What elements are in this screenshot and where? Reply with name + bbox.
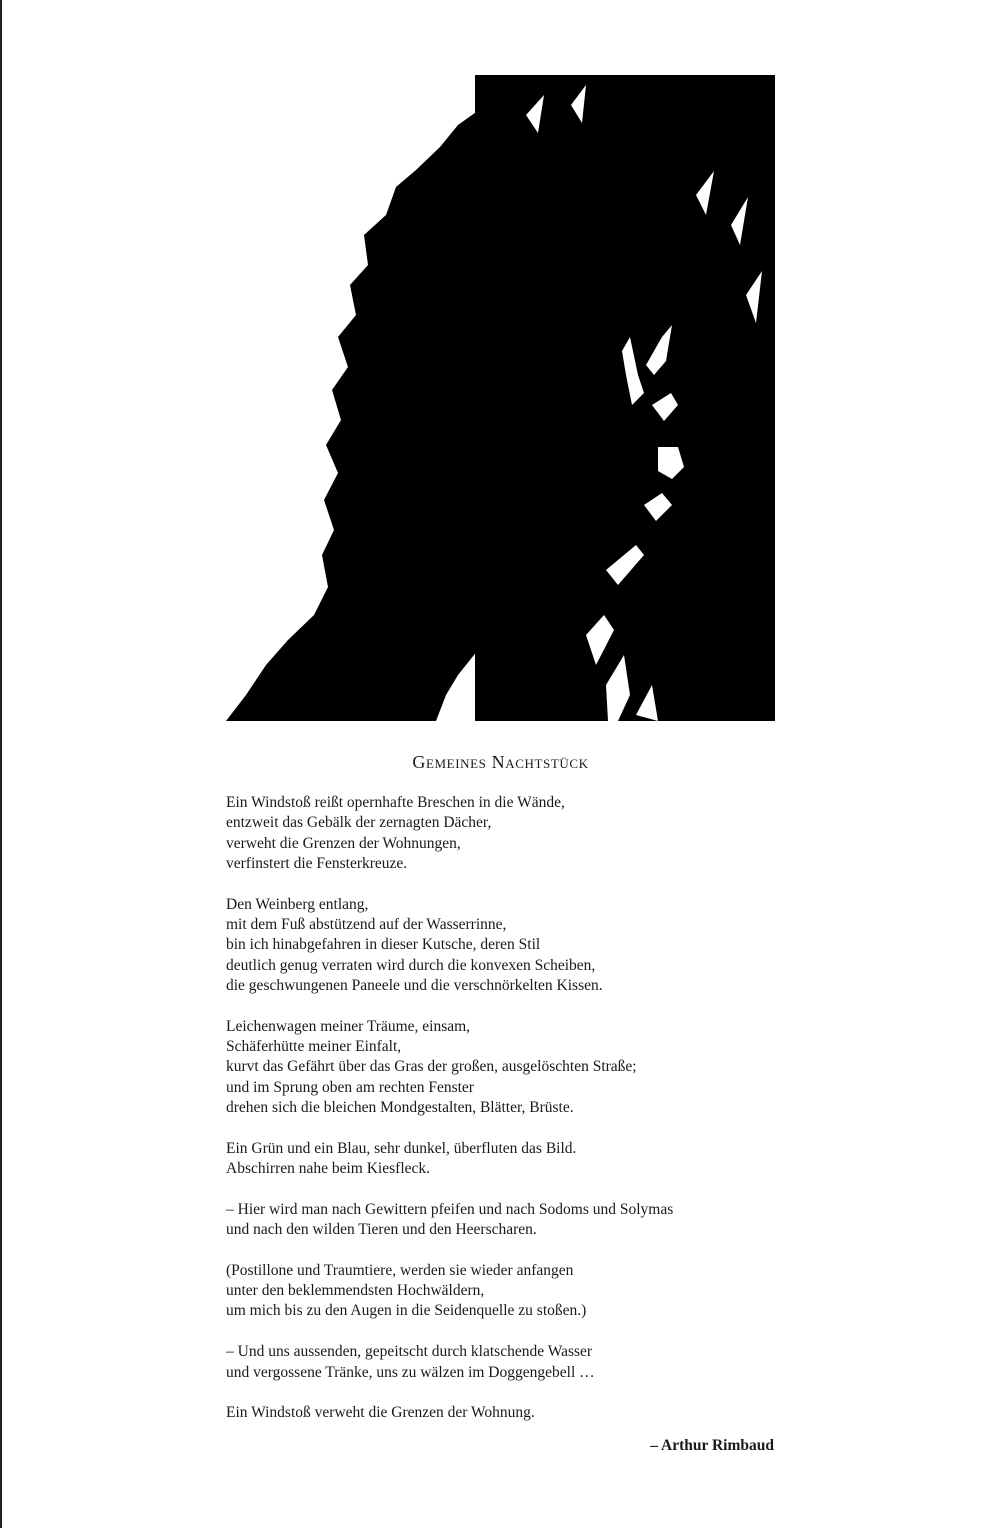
poem-line: Ein Windstoß reißt opernhafte Breschen in die Wände, — [226, 794, 565, 811]
portrait-silhouette — [226, 75, 775, 721]
poem-title: Gemeines Nachtstück — [412, 752, 589, 772]
poem-line: unter den beklemmendsten Hochwäldern, — [226, 1282, 485, 1300]
stanza — [226, 793, 786, 874]
poem-line: kurvt das Gefährt über das Gras der großen, ausgelöschten Straße; — [226, 1058, 637, 1076]
stanza — [226, 1017, 786, 1118]
poem-line: um mich bis zu den Augen in die Seidenquelle zu stoßen.) — [226, 1302, 587, 1320]
page-edge-line — [0, 0, 2, 1528]
poem-line: mit dem Fuß abstützend auf der Wasserrinne, — [226, 915, 507, 933]
poem-line: (Postillone und Traumtiere, werden sie wieder anfangen — [226, 1261, 574, 1279]
poem-line: – Hier wird man nach Gewittern pfeifen und nach Sodoms und Solymas — [226, 1200, 674, 1218]
poem-line: Abschirren nahe beim Kiesfleck. — [226, 1159, 431, 1177]
poem-line: und vergossene Tränke, uns zu wälzen im Doggengebell … — [226, 1363, 595, 1381]
stanza — [226, 1403, 786, 1423]
poem-line: und nach den wilden Tieren und den Heerscharen. — [226, 1221, 537, 1239]
poem-line: die geschwungenen Paneele und die verschnörkelten Kissen. — [226, 976, 603, 994]
poem-line: – Und uns aussenden, gepeitscht durch klatschende Wasser — [226, 1343, 593, 1361]
poem-line: Leichenwagen meiner Träume, einsam, — [226, 1017, 471, 1035]
poem-line: und im Sprung oben am rechten Fenster — [226, 1078, 474, 1096]
poem-line: Ein Windstoß verweht die Grenzen der Wohnung. — [226, 1404, 535, 1422]
poem-body — [226, 793, 786, 1444]
stanza — [226, 1342, 786, 1383]
poem-line: drehen sich die bleichen Mondgestalten, Blätter, Brüste. — [226, 1098, 574, 1116]
poem-line: bin ich hinabgefahren in dieser Kutsche, deren Stil — [226, 936, 541, 954]
stanza — [226, 895, 786, 996]
author-attribution: – Arthur Rimbaud — [650, 1437, 774, 1454]
portrait-woodcut-illustration — [226, 75, 775, 721]
stanza — [226, 1139, 786, 1180]
stanza — [226, 1200, 786, 1241]
poem-line: Den Weinberg entlang, — [226, 895, 369, 913]
stanza — [226, 1261, 786, 1322]
poem-line: Schäferhütte meiner Einfalt, — [226, 1037, 402, 1055]
poem-line: Ein Grün und ein Blau, sehr dunkel, überfluten das Bild. — [226, 1139, 577, 1157]
poem-line: verfinstert die Fensterkreuze. — [226, 854, 408, 872]
poem-line: verweht die Grenzen der Wohnungen, — [226, 834, 461, 852]
poem-line: entzweit das Gebälk der zernagten Dächer, — [226, 814, 492, 832]
poem-line: deutlich genug verraten wird durch die konvexen Scheiben, — [226, 956, 596, 974]
